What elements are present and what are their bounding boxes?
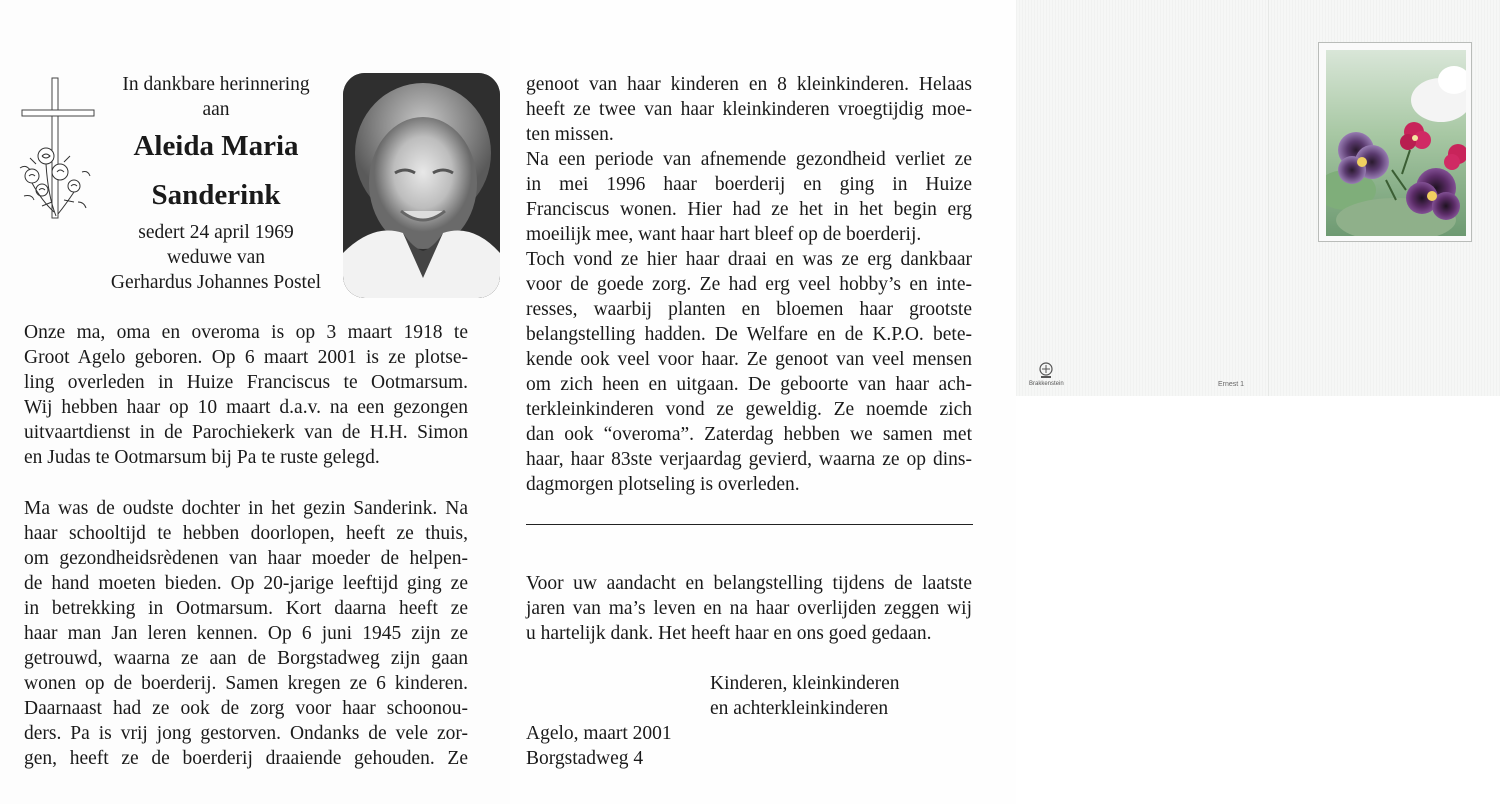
- deceased-surname: Sanderink: [151, 179, 281, 211]
- text-line: Groot Agelo geboren. Op 6 maart 2001 is ze plotse-: [24, 347, 468, 368]
- divider-line: [526, 524, 973, 525]
- dedication-to: aan: [202, 99, 230, 120]
- text-line: in betrekking in Ootmarsum. Kort daarna heeft ze: [24, 598, 468, 619]
- text-line: Voor uw aandacht en belangstelling tijdens de laatste: [526, 573, 972, 594]
- street-address: Borgstadweg 4: [526, 748, 644, 769]
- text-line: kende ook veel voor haar. Ze genoot van veel mensen: [526, 349, 972, 370]
- text-line: haar man Jan leren kennen. Op 6 juni 1945 zijn ze: [24, 623, 468, 644]
- flowers-photo-icon: [1326, 50, 1466, 236]
- text-line: Ma was de oudste dochter in het gezin Sanderink. Na: [24, 498, 468, 519]
- text-line: in mei 1996 haar boerderij en ging in Huize: [526, 174, 972, 195]
- flowers-photo: [1326, 50, 1466, 236]
- text-line: om zich heen en uitgaan. De geboorte van haar ach-: [526, 374, 972, 395]
- dedication-line: In dankbare herinnering: [122, 74, 310, 95]
- husband-name: Gerhardus Johannes Postel: [110, 272, 322, 293]
- fold-line: [1268, 0, 1269, 396]
- blank-area: [1016, 396, 1500, 804]
- place-and-address: [526, 721, 672, 771]
- cross-with-roses-icon: [12, 76, 96, 224]
- text-line: resses, waarbij planten en bloemen haar grootste: [526, 299, 972, 320]
- signers-line: Kinderen, kleinkinderen: [710, 673, 900, 694]
- text-line: voor de goede zorg. Ze had erg veel hobby’s en inte-: [526, 274, 972, 295]
- text-line: wonen op de boerderij. Samen kregen ze 6 kinderen.: [24, 673, 468, 694]
- brakkenstein-logo-icon: [1038, 362, 1054, 380]
- text-line: Onze ma, oma en overoma is op 3 maart 1918 te: [24, 322, 468, 343]
- text-line: de hand moeten bieden. Op 20-jarige leeftijd ging ze: [24, 573, 468, 594]
- text-line: haar schooltijd te hebben doorlopen, heeft ze thuis,: [24, 523, 468, 544]
- text-line: terkleinkinderen vond ze geweldig. Ze noemde zich: [526, 399, 972, 420]
- text-line: Franciscus wonen. Hier had ze het in het begin erg: [526, 199, 972, 220]
- portrait-photo: [343, 73, 500, 298]
- text-line: om gezondheidsrèdenen van haar moeder de helpen-: [24, 548, 468, 569]
- card-left-page: [0, 0, 510, 804]
- text-line: dan ook “overoma”. Zaterdag hebben we samen met: [526, 424, 972, 445]
- text-line: belangstelling hadden. De Welfare en de K.P.O. bete-: [526, 324, 972, 345]
- text-line: Wij hebben haar op 10 maart d.a.v. na een gezongen: [24, 397, 468, 418]
- text-line: haar, haar 83ste verjaardag gevierd, waarna ze op dins-: [526, 449, 972, 470]
- text-line: moeilijk mee, want haar hart bleef op de boerderij.: [526, 224, 922, 245]
- signers-block: [710, 671, 900, 721]
- card-code-label: Ernest 1: [1218, 381, 1245, 388]
- place-date: Agelo, maart 2001: [526, 723, 672, 744]
- text-line: u hartelijk dank. Het heeft haar en ons goed gedaan.: [526, 623, 932, 644]
- portrait-photo-icon: [343, 73, 500, 298]
- text-line: ders. Pa is vrij jong gestorven. Ondanks de vele zor-: [24, 723, 468, 744]
- text-line: Na een periode van afnemende gezondheid verliet ze: [526, 149, 972, 170]
- text-line: uitvaartdienst in de Parochiekerk van de H.H. Simon: [24, 422, 468, 443]
- deceased-first-names: Aleida Maria: [133, 130, 299, 162]
- text-line: heeft ze twee van haar kleinkinderen vroegtijdig moe-: [526, 99, 972, 120]
- text-line: en Judas te Ootmarsum bij Pa te ruste gelegd.: [24, 447, 380, 468]
- widow-of-label: weduwe van: [166, 247, 265, 268]
- obituary-paragraph-birth-death: [24, 320, 468, 470]
- text-line: getrouwd, waarna ze aan de Borgstadweg zijn gaan: [24, 648, 468, 669]
- text-line: dagmorgen plotseling is overleden.: [526, 474, 800, 495]
- text-line: ten missen.: [526, 124, 614, 145]
- brand-label: Brakkenstein: [1029, 381, 1064, 387]
- signers-line: en achterkleinkinderen: [710, 698, 889, 719]
- obituary-paragraph-life-story: [24, 496, 468, 771]
- text-line: Toch vond ze hier haar draai en was ze erg dankbaar: [526, 249, 972, 270]
- widowed-since: sedert 24 april 1969: [138, 222, 294, 243]
- thank-you-paragraph: [526, 571, 972, 646]
- text-line: genoot van haar kinderen en 8 kleinkinderen. Helaas: [526, 74, 972, 95]
- text-line: jaren van ma’s leven en na haar overlijden zeggen wij: [526, 598, 972, 619]
- obituary-paragraph-later-years: [526, 72, 972, 497]
- text-line: gen, heeft ze de boerderij draaiende gehouden. Ze: [24, 748, 468, 769]
- text-line: ling overleden in Huize Franciscus te Ootmarsum.: [24, 372, 468, 393]
- text-line: Daarnaast had ze ook de zorg voor haar schoonou-: [24, 698, 468, 719]
- memorial-header: [92, 72, 340, 295]
